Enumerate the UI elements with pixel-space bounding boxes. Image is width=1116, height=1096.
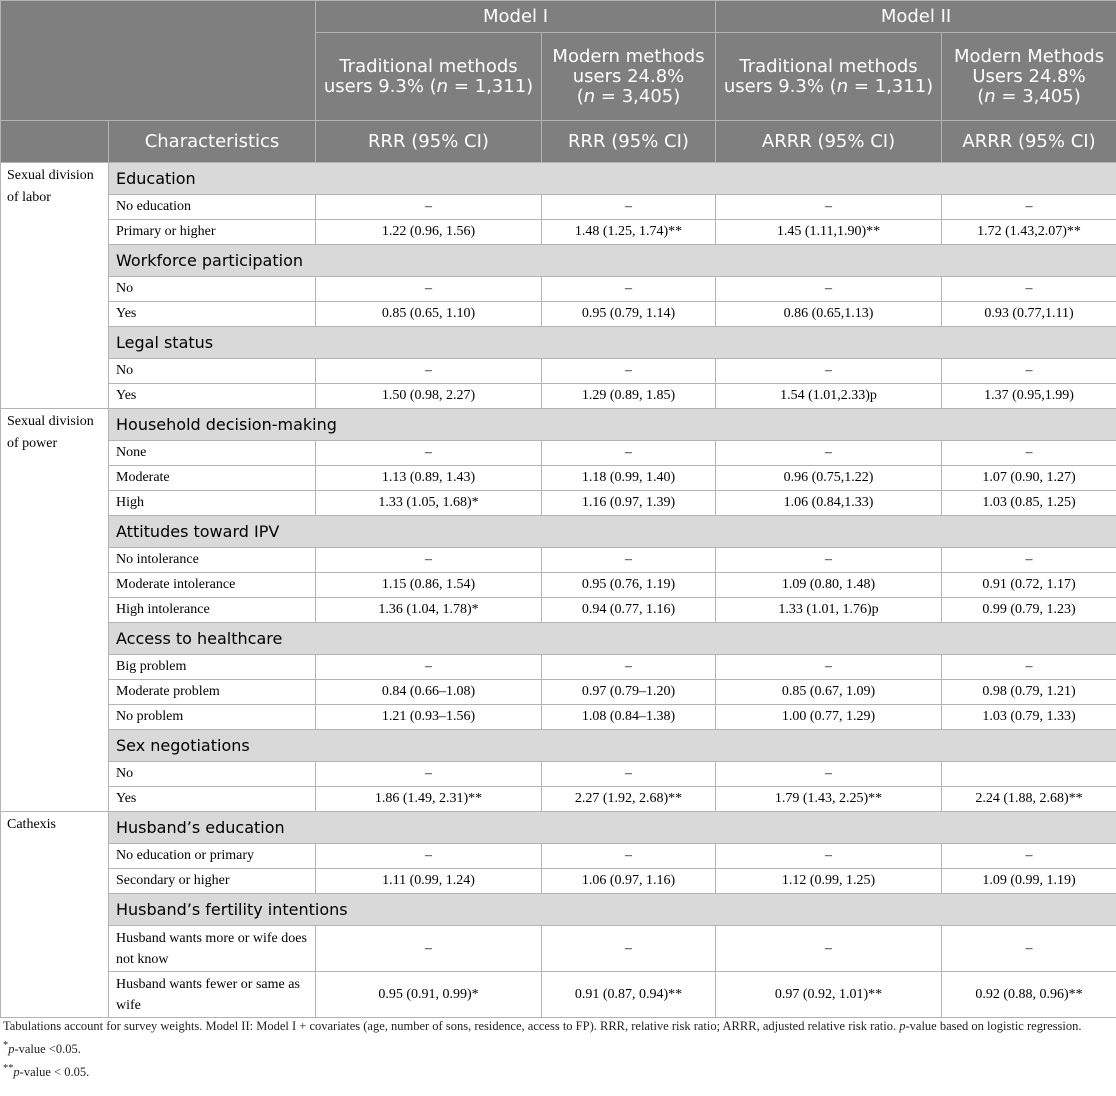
value-cell: 0.95 (0.76, 1.19) (542, 573, 716, 598)
table-row (1, 491, 1116, 516)
value-cell: 0.95 (0.79, 1.14) (542, 302, 716, 327)
value-cell: 1.15 (0.86, 1.54) (316, 573, 542, 598)
row-label: Husband wants fewer or same as wife (109, 972, 316, 1018)
header-characteristics: Characteristics (109, 121, 316, 163)
group-row (1, 327, 1116, 359)
value-cell: 0.96 (0.75,1.22) (716, 466, 942, 491)
value-cell: 0.91 (0.72, 1.17) (942, 573, 1116, 598)
header-arrr-2: ARRR (95% CI) (942, 121, 1116, 163)
row-label: Moderate (109, 466, 316, 491)
value-cell: 0.97 (0.92, 1.01)** (716, 972, 942, 1018)
header-corner (1, 1, 316, 121)
table-row (1, 548, 1116, 573)
group-title: Husband’s education (109, 812, 1116, 844)
value-cell: 0.97 (0.79–1.20) (542, 680, 716, 705)
group-title: Household decision-making (109, 409, 1116, 441)
value-cell: 1.16 (0.97, 1.39) (542, 491, 716, 516)
value-cell: 1.79 (1.43, 2.25)** (716, 787, 942, 812)
row-label: High intolerance (109, 598, 316, 623)
table-row (1, 762, 1116, 787)
header-rrr-2: RRR (95% CI) (542, 121, 716, 163)
value-cell: – (716, 844, 942, 869)
value-cell: 2.27 (1.92, 2.68)** (542, 787, 716, 812)
value-cell: – (316, 441, 542, 466)
row-label: No (109, 359, 316, 384)
value-cell: – (316, 926, 542, 972)
value-cell: 0.86 (0.65,1.13) (716, 302, 942, 327)
group-title: Husband’s fertility intentions (109, 894, 1116, 926)
footnote-main: Tabulations account for survey weights. Model II: Model I + covariates (age, number of sons, residence, access to FP). RRR, relative risk ratio; ARRR, adjusted relative risk ratio. p-value based on logistic regression. (3, 1019, 1082, 1033)
value-cell: – (542, 277, 716, 302)
value-cell: 1.12 (0.99, 1.25) (716, 869, 942, 894)
value-cell: 1.21 (0.93–1.56) (316, 705, 542, 730)
value-cell: 1.08 (0.84–1.38) (542, 705, 716, 730)
value-cell: – (942, 844, 1116, 869)
table-row (1, 598, 1116, 623)
value-cell: – (942, 441, 1116, 466)
table-row (1, 220, 1116, 245)
table-row (1, 869, 1116, 894)
footnote-double-star: **p-value < 0.05. (3, 1063, 90, 1080)
value-cell: 1.00 (0.77, 1.29) (716, 705, 942, 730)
value-cell: 1.06 (0.84,1.33) (716, 491, 942, 516)
group-row (1, 894, 1116, 926)
value-cell: 1.03 (0.79, 1.33) (942, 705, 1116, 730)
table-row (1, 302, 1116, 327)
value-cell: 1.09 (0.99, 1.19) (942, 869, 1116, 894)
value-cell: 1.45 (1.11,1.90)** (716, 220, 942, 245)
value-cell: 1.11 (0.99, 1.24) (316, 869, 542, 894)
row-label: None (109, 441, 316, 466)
value-cell: – (942, 548, 1116, 573)
value-cell: – (716, 195, 942, 220)
value-cell: 1.09 (0.80, 1.48) (716, 573, 942, 598)
footnote-single-star: *p-value <0.05. (3, 1040, 81, 1057)
value-cell: – (942, 655, 1116, 680)
value-cell: 0.95 (0.91, 0.99)* (316, 972, 542, 1018)
row-label: Yes (109, 787, 316, 812)
header-m2-traditional: Traditional methods users 9.3% (n = 1,311) (716, 33, 942, 121)
value-cell: – (716, 441, 942, 466)
value-cell: – (542, 762, 716, 787)
value-cell: 0.93 (0.77,1.11) (942, 302, 1116, 327)
row-label: Moderate intolerance (109, 573, 316, 598)
value-cell: – (942, 277, 1116, 302)
value-cell: – (316, 655, 542, 680)
value-cell: – (316, 762, 542, 787)
header-model-2: Model II (716, 1, 1116, 33)
row-label: No problem (109, 705, 316, 730)
value-cell: 1.06 (0.97, 1.16) (542, 869, 716, 894)
group-row (1, 163, 1116, 195)
group-row (1, 730, 1116, 762)
value-cell: – (716, 548, 942, 573)
value-cell: – (542, 195, 716, 220)
value-cell: – (942, 926, 1116, 972)
group-row (1, 812, 1116, 844)
group-title: Workforce participation (109, 245, 1116, 277)
group-title: Access to healthcare (109, 623, 1116, 655)
header-m2-modern: Modern Methods Users 24.8% (n = 3,405) (942, 33, 1116, 121)
value-cell: – (542, 926, 716, 972)
row-label: Yes (109, 384, 316, 409)
table-body (1, 163, 1116, 1018)
header-rrr-1: RRR (95% CI) (316, 121, 542, 163)
category-cell: Cathexis (1, 812, 109, 1018)
value-cell: 0.92 (0.88, 0.96)** (942, 972, 1116, 1018)
row-label: Primary or higher (109, 220, 316, 245)
value-cell: – (716, 277, 942, 302)
table-row (1, 466, 1116, 491)
value-cell: 1.48 (1.25, 1.74)** (542, 220, 716, 245)
header-blank (1, 121, 109, 163)
value-cell: 0.94 (0.77, 1.16) (542, 598, 716, 623)
table-row (1, 655, 1116, 680)
value-cell: – (542, 359, 716, 384)
value-cell: 0.84 (0.66–1.08) (316, 680, 542, 705)
value-cell: 1.03 (0.85, 1.25) (942, 491, 1116, 516)
row-label: Husband wants more or wife does not know (109, 926, 316, 972)
table-row (1, 384, 1116, 409)
table-row (1, 195, 1116, 220)
value-cell: 1.29 (0.89, 1.85) (542, 384, 716, 409)
value-cell: 1.36 (1.04, 1.78)* (316, 598, 542, 623)
category-cell: Sexual division of labor (1, 163, 109, 409)
value-cell: – (716, 762, 942, 787)
value-cell: 1.54 (1.01,2.33)p (716, 384, 942, 409)
table-footnotes (3, 1016, 1113, 1082)
table-row (1, 573, 1116, 598)
value-cell: – (542, 441, 716, 466)
group-row (1, 409, 1116, 441)
value-cell: 1.33 (1.01, 1.76)p (716, 598, 942, 623)
table-row (1, 277, 1116, 302)
table-row (1, 972, 1116, 1018)
value-cell: – (942, 359, 1116, 384)
header-m1-modern: Modern methods users 24.8% (n = 3,405) (542, 33, 716, 121)
category-cell: Sexual division of power (1, 409, 109, 812)
value-cell: 0.85 (0.65, 1.10) (316, 302, 542, 327)
table-row (1, 680, 1116, 705)
row-label: No (109, 277, 316, 302)
value-cell: – (542, 844, 716, 869)
value-cell: – (316, 277, 542, 302)
group-title: Legal status (109, 327, 1116, 359)
group-title: Attitudes toward IPV (109, 516, 1116, 548)
value-cell (942, 762, 1116, 787)
value-cell: 0.85 (0.67, 1.09) (716, 680, 942, 705)
value-cell: – (716, 359, 942, 384)
value-cell: – (542, 548, 716, 573)
row-label: Big problem (109, 655, 316, 680)
value-cell: 2.24 (1.88, 2.68)** (942, 787, 1116, 812)
row-label: Yes (109, 302, 316, 327)
value-cell: – (316, 359, 542, 384)
row-label: High (109, 491, 316, 516)
value-cell: 1.37 (0.95,1.99) (942, 384, 1116, 409)
table-row (1, 787, 1116, 812)
value-cell: – (316, 844, 542, 869)
group-title: Education (109, 163, 1116, 195)
group-row (1, 623, 1116, 655)
group-row (1, 516, 1116, 548)
group-row (1, 245, 1116, 277)
value-cell: 1.50 (0.98, 2.27) (316, 384, 542, 409)
value-cell: 0.99 (0.79, 1.23) (942, 598, 1116, 623)
table-row (1, 705, 1116, 730)
value-cell: 0.98 (0.79, 1.21) (942, 680, 1116, 705)
group-title: Sex negotiations (109, 730, 1116, 762)
value-cell: 1.18 (0.99, 1.40) (542, 466, 716, 491)
header-arrr-1: ARRR (95% CI) (716, 121, 942, 163)
value-cell: 1.07 (0.90, 1.27) (942, 466, 1116, 491)
value-cell: 1.86 (1.49, 2.31)** (316, 787, 542, 812)
value-cell: 1.22 (0.96, 1.56) (316, 220, 542, 245)
table-row (1, 844, 1116, 869)
value-cell: – (942, 195, 1116, 220)
row-label: Secondary or higher (109, 869, 316, 894)
table-row (1, 926, 1116, 972)
value-cell: – (716, 655, 942, 680)
header-m1-traditional: Traditional methods users 9.3% (n = 1,311) (316, 33, 542, 121)
value-cell: 1.13 (0.89, 1.43) (316, 466, 542, 491)
value-cell: – (316, 195, 542, 220)
row-label: No education or primary (109, 844, 316, 869)
row-label: No (109, 762, 316, 787)
value-cell: – (316, 548, 542, 573)
table-row (1, 441, 1116, 466)
row-label: No education (109, 195, 316, 220)
value-cell: 1.33 (1.05, 1.68)* (316, 491, 542, 516)
table-row (1, 359, 1116, 384)
row-label: Moderate problem (109, 680, 316, 705)
value-cell: – (542, 655, 716, 680)
row-label: No intolerance (109, 548, 316, 573)
value-cell: 1.72 (1.43,2.07)** (942, 220, 1116, 245)
value-cell: 0.91 (0.87, 0.94)** (542, 972, 716, 1018)
value-cell: – (716, 926, 942, 972)
header-model-1: Model I (316, 1, 716, 33)
